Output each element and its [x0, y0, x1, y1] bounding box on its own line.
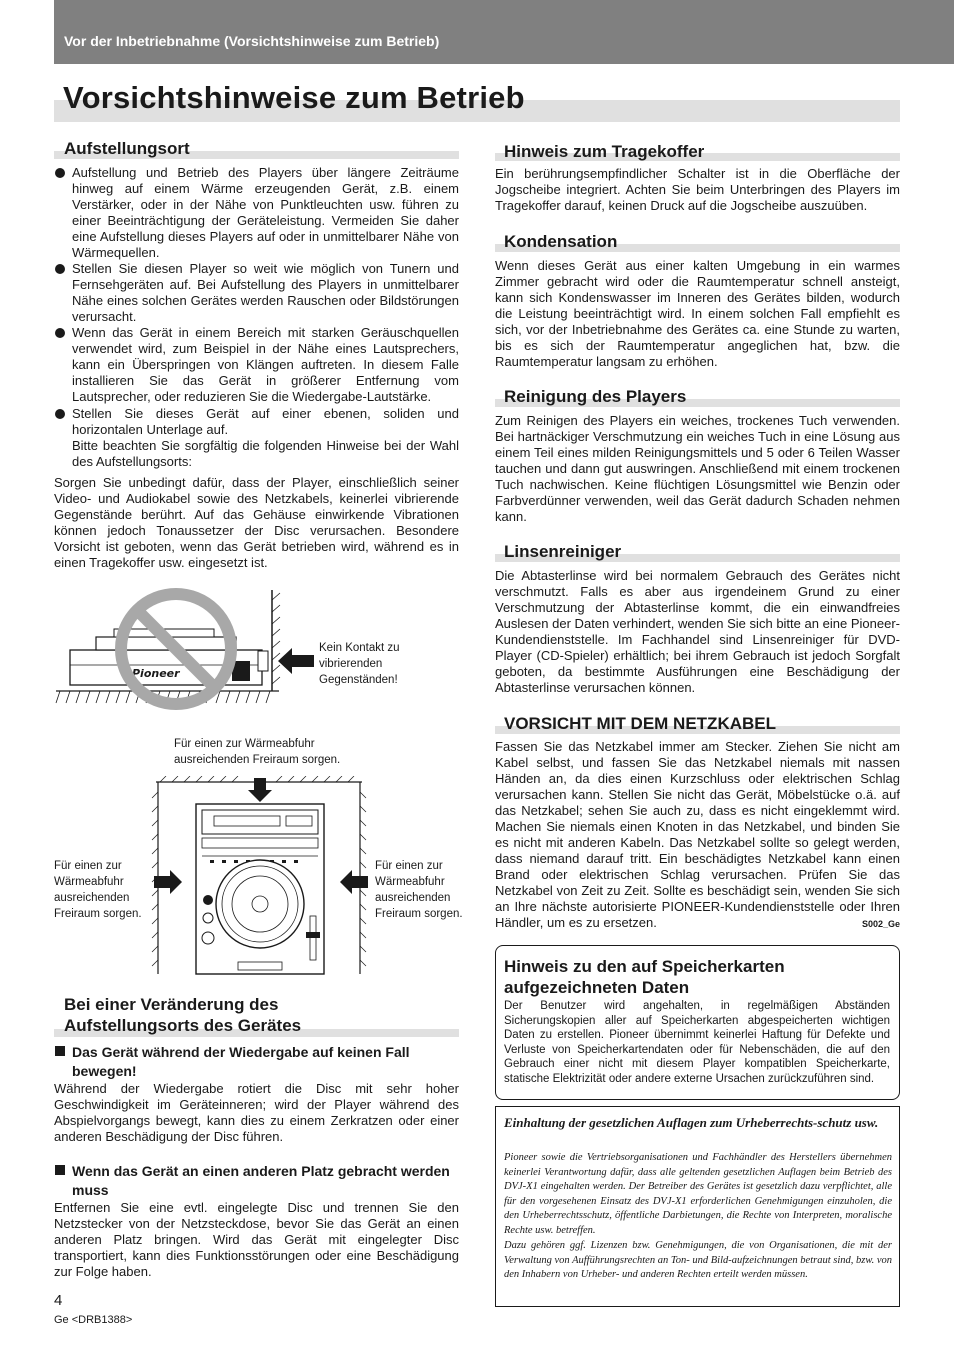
- reference-code: S002_Ge: [862, 919, 901, 929]
- paragraph: Wenn dieses Gerät aus einer kalten Umgebung in ein warmes Zimmer gebracht wird oder die Raumtemperatur schnell ansteigt, kann sich Kondenswasser im Inneren des Gerätes bilden, wodurch die Leistung beeinträchtigt wird. In einem solchen Fall empfiehlt es sich, vor der Inbetriebnahme des Gerätes ca. eine Stunde zu warten, bis es sich der Raumtemperatur angeglichen hat, bzw. die Raumtemperatur langsam zu erhöhen.: [495, 258, 900, 369]
- heading-veraenderung: Bei einer Veränderung des Aufstellungsorts des Gerätes: [64, 995, 302, 1035]
- arrow-right-icon: [152, 868, 184, 896]
- bullet-item: Wenn das Gerät in einem Bereich mit starken Geräuschquellen verwendet wird, zum Beispiel in der Nähe eines Lautsprechers, kann ein Überspringen von Klängen auftreten. In diesem Falle installieren Sie das Gerät in größerer Entfernung vom Lautsprecher, oder reduzieren Sie die Wiedergabe-Lautstärke.: [72, 325, 459, 404]
- paragraph: Entfernen Sie eine evtl. eingelegte Disc und trennen Sie den Netzstecker von der Netzsteckdose, bevor Sie das Gerät an einen anderen Platz bringen. Wird das Gerät mit eingelegter Disc transportiert, kann dies Funktionsstörungen oder eine Beschädigung zur Folge haben.: [54, 1200, 459, 1279]
- label-no-contact: Kein Kontakt zu vibrierenden Gegenständen!: [319, 642, 400, 686]
- figure-no-contact: [54, 585, 314, 710]
- bullet-item: Stellen Sie diesen Player so weit wie möglich von Tunern und Fernsehgeräten auf. Bei Aufstellung des Players in unmittelbarer Nähe eines solchen Gerätes werden Rauschen oder Bildstörungen verursacht.: [72, 261, 459, 324]
- heading-netzkabel: VORSICHT MIT DEM NETZKABEL: [504, 714, 776, 733]
- heading-kondensation: Kondensation: [504, 232, 618, 251]
- bullet-followup: Bitte beachten Sie sorgfältig die folgenden Hinweise bei der Wahl des Aufstellungsorts:: [72, 438, 459, 469]
- subheading: Wenn das Gerät an einen anderen Platz gebracht werden muss: [72, 1162, 459, 1200]
- document-code: Ge <DRB1388>: [54, 1314, 133, 1326]
- paragraph: Während der Wiedergabe rotiert die Disc mit sehr hoher Geschwindigkeit im Geräteinneren; wird der Player während des Abspielvorgangs bewegt, kann dies zu einem Zerkratzen oder einer anderen Beschädigung der Disc führen.: [54, 1081, 459, 1144]
- subheading: Das Gerät während der Wiedergabe auf keinen Fall bewegen!: [72, 1043, 459, 1081]
- running-header-text: Vor der Inbetriebnahme (Vorsichtshinweise zum Betrieb): [64, 33, 440, 49]
- paragraph: Pioneer sowie die Vertriebsorganisationen und Fachhändler des Herstellers übernehmen keinerlei Verantwortung dafür, dass alle geltenden gesetzlichen Auflagen beim Betrieb des DVJ-X1 eingehalten werden. Der Betreiber des Gerätes ist gesetzlich dazu verpflichtet, alle für den vorgesehenen Einsatz des DVJ-X1 erforderlichen Genehmigungen einzuholen, die den Urheberrechtsschutz, öffentliche Darbietungen, die Rechte von Interpreten, moralische Rechte usw. betreffen.: [504, 1152, 892, 1236]
- paragraph: Zum Reinigen des Players ein weiches, trockenes Tuch verwenden. Bei hartnäckiger Verschmutzung ein weiches Tuch in eine Lösung aus einem Teil eines milden Reinigungsmittels und 5 oder 6 Teilen Wasser tauchen und dann gut auswringen. Anschließend mit einem trockenen Tuch nachwischen. Keine flüchtigen Lösungsmittel wie Benzin oder Farbverdünner verwenden, weil das Gerät dadurch Schaden nehmen kann.: [495, 413, 900, 524]
- paragraph: Die Abtasterlinse wird bei normalem Gebrauch des Gerätes nicht verschmutzt. Falls es aber aus irgendeinem Grund zu einer Verschmutzung der Abtasterlinse kommt, die ein einwandfreies Auslesen der Daten verhindert, wenden Sie sich bitte an eine Pioneer-Kundendienststelle. Im Fachhandel sind Linsenreiniger für DVD-Player (CD-Spieler) erhältlich; bei ihrem Gebrauch ist jedoch Sorgfalt geboten, da bestimmte Ausführungen eine Beschädigung der Abtasterlinse verursachen können.: [495, 568, 900, 695]
- paragraph: Der Benutzer wird angehalten, in regelmäßigen Abständen Sicherungskopien aller auf Speicherkarten abgespeicherten wichtigen Daten zu erstellen. Pioneer übernimmt keinerlei Haftung für Defekte und Verluste von Speicherkartendaten oder für Nebenschäden, die auf den Gebrauch einer nicht mit diesem Player kompatiblen Speicherkarte, statische Elektrizität oder andere externe Ursachen zurückzuführen sind.: [504, 1000, 890, 1085]
- heading-linsenreiniger: Linsenreiniger: [504, 542, 622, 561]
- bullet-item: Stellen Sie dieses Gerät auf einer ebenen, soliden und horizontalen Unterlage auf.: [72, 406, 459, 437]
- bullet-item: Aufstellung und Betrieb des Players über längere Zeiträume hinweg auf einem Wärme erzeugenden Gerät, z.B. einem Verstärker, oder in der Nähe von Punktleuchten usw. führen zu einer Beeinträchtigung der Geräteleistung. Vermeiden Sie daher eine Aufstellung dieses Players auf oder in unmittelbarer Nähe von Wärmequellen.: [72, 165, 459, 260]
- label-ventilation-left: Für einen zur Wärmeabfuhr ausreichenden Freiraum sorgen.: [54, 860, 142, 920]
- pioneer-logo: Pioneer: [132, 667, 180, 680]
- label-ventilation-right: Für einen zur Wärmeabfuhr ausreichenden Freiraum sorgen.: [375, 860, 463, 920]
- arrow-left-icon: [338, 868, 370, 896]
- paragraph: Ein berührungsempfindlicher Schalter ist in die Oberfläche der Jogscheibe integriert. Achten Sie beim Unterbringen des Players im Tragekoffer darauf, keinen Druck auf die Jogscheibe auszuüben.: [495, 166, 900, 213]
- paragraph: Fassen Sie das Netzkabel immer am Stecker. Ziehen Sie nicht am Kabel selbst, und fassen Sie das Netzkabel niemals mit nassen Händen an, da dies einen Kurzschluss oder elektrischen Schlag verursachen kann. Stellen Sie nicht das Gerät, Möbelstücke o.ä. auf das Netzkabel; sehen Sie auch zu, dass es nicht eingeklemmt wird. Machen Sie niemals einen Knoten in das Netzkabel, und binden Sie es nicht mit anderen Kabeln. Das Netzkabel sollte so gelegt werden, dass niemand darauf tritt. Ein beschädigtes Netzkabel kann einen Brand oder elektrischen Schlag verursachen. Prüfen Sie das Netzkabel von Zeit zu Zeit. Sollte es beschädigt sein, wenden Sie sich an Ihre nächste autorisierte PIONEER-Kundendienststelle oder Ihren Händler, um es zu ersetzen.: [495, 739, 900, 930]
- running-header: [54, 0, 954, 64]
- heading-urheberrecht: Einhaltung der gesetzlichen Auflagen zum Urheberrechts-schutz usw.: [504, 1115, 879, 1130]
- heading-speicherkarten: Hinweis zu den auf Speicherkarten aufgezeichneten Daten: [504, 957, 785, 997]
- page-title: Vorsichtshinweise zum Betrieb: [63, 80, 525, 115]
- paragraph: Sorgen Sie unbedingt dafür, dass der Player, einschließlich seiner Video- und Audiokabel sowie des Netzkabels, keinerlei vibrierende Gegenstände berührt. Auf das Gehäuse einwirkende Vibrationen können jedoch Tonaussetzer der Disc verursachen. Besondere Vorsicht ist geboten, wenn das Gerät betrieben wird, während es in einen Tragekoffer usw. eingesetzt ist.: [54, 475, 459, 570]
- arrow-left-icon: [276, 646, 316, 676]
- heading-tragekoffer: Hinweis zum Tragekoffer: [504, 142, 705, 161]
- heading-reinigung: Reinigung des Players: [504, 387, 687, 406]
- page-number: 4: [54, 1292, 63, 1309]
- label-ventilation-top: Für einen zur Wärmeabfuhr ausreichenden Freiraum sorgen.: [174, 738, 341, 766]
- paragraph: Dazu gehören ggf. Lizenzen bzw. Genehmigungen, die von Organisationen, die mit der Verwaltung von Aufführungsrechten an Ton- und Bild-aufzeichnungen betraut sind, bzw. von den Inhabern von Urheber- und anderen Rechten erteilt werden müssen.: [504, 1240, 892, 1280]
- heading-aufstellungsort: Aufstellungsort: [64, 139, 190, 158]
